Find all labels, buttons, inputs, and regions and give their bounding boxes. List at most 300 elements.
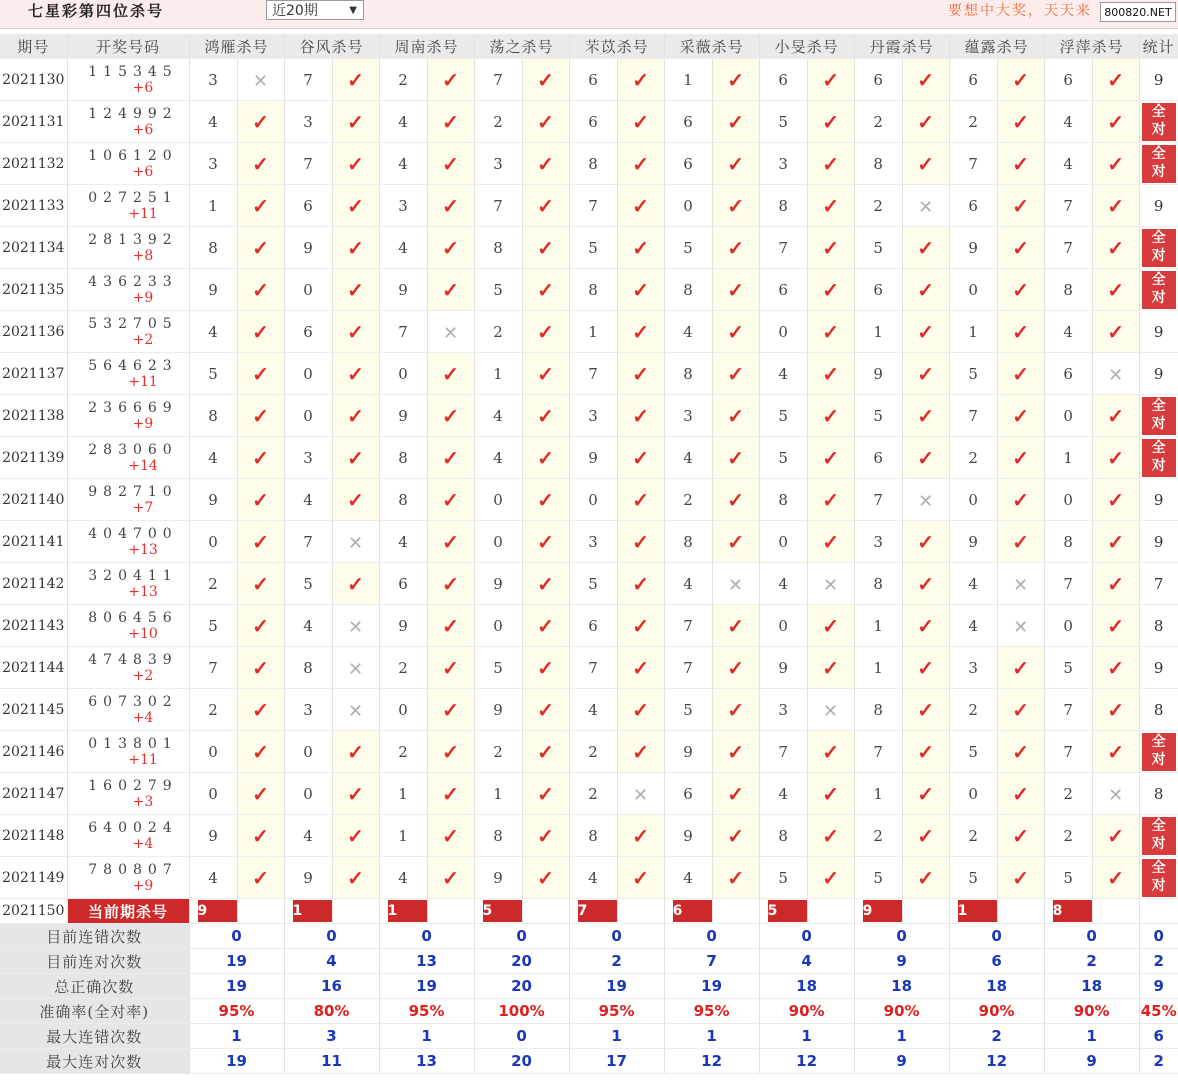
kill-number: 8 — [759, 479, 807, 521]
site-watermark: 800820.NET — [1100, 2, 1176, 22]
check-icon — [997, 311, 1044, 353]
check-mark: ✓ — [917, 529, 934, 554]
check-mark: ✓ — [1012, 109, 1030, 134]
draw-digits: 236669 — [88, 399, 178, 416]
draw-numbers — [67, 101, 189, 143]
summary-value: 0 — [474, 924, 569, 949]
kill-number: 5 — [474, 647, 522, 689]
check-icon — [902, 689, 949, 731]
kill-number: 9 — [379, 395, 427, 437]
summary-value: 16 — [284, 974, 379, 999]
cross-icon — [237, 59, 284, 101]
col-header-killer[interactable]: 浮萍杀号 — [1044, 34, 1139, 59]
kill-number: 4 — [284, 605, 332, 647]
check-icon — [522, 185, 569, 227]
check-mark: ✓ — [632, 487, 649, 512]
check-mark: ✓ — [727, 655, 744, 680]
check-mark: ✓ — [442, 277, 459, 302]
draw-digits: 806456 — [88, 609, 178, 626]
check-icon — [997, 689, 1044, 731]
kill-number: 5 — [284, 563, 332, 605]
check-icon — [712, 773, 759, 815]
current-kill-label: 当前期杀号 — [67, 899, 189, 924]
check-mark: ✓ — [632, 655, 649, 680]
check-icon — [617, 731, 664, 773]
current-pick — [569, 899, 617, 924]
summary-value: 0 — [284, 924, 379, 949]
check-icon — [332, 563, 379, 605]
summary-value: 1 — [379, 1024, 474, 1049]
check-mark: ✓ — [822, 739, 839, 764]
kill-number: 2 — [189, 689, 237, 731]
kill-number: 8 — [664, 521, 712, 563]
check-mark: ✓ — [347, 403, 364, 428]
check-icon — [902, 143, 949, 185]
check-icon — [237, 605, 284, 647]
check-icon — [807, 185, 854, 227]
check-mark: ✓ — [252, 823, 269, 848]
cross-icon — [902, 185, 949, 227]
check-icon — [332, 353, 379, 395]
kill-number: 8 — [854, 689, 902, 731]
check-icon — [1092, 311, 1139, 353]
summary-value: 9 — [854, 949, 949, 974]
check-mark: ✓ — [632, 403, 649, 428]
kill-number: 4 — [664, 857, 712, 899]
kill-number: 7 — [569, 185, 617, 227]
check-icon — [237, 269, 284, 311]
cross-mark: ✕ — [823, 700, 839, 722]
check-icon — [807, 101, 854, 143]
col-header-killer[interactable]: 采薇杀号 — [664, 34, 759, 59]
kill-number: 8 — [189, 395, 237, 437]
check-mark: ✓ — [727, 67, 744, 92]
summary-value: 19 — [189, 1049, 284, 1074]
row-stat: 9 — [1139, 479, 1178, 521]
check-mark: ✓ — [727, 739, 744, 764]
col-header-killer[interactable]: 鸿雁杀号 — [189, 34, 284, 59]
summary-value: 95% — [569, 999, 664, 1024]
check-mark: ✓ — [252, 235, 269, 260]
draw-sum: +6 — [132, 163, 154, 180]
summary-value: 95% — [189, 999, 284, 1024]
check-icon — [522, 101, 569, 143]
check-mark: ✓ — [252, 697, 269, 722]
summary-value: 1 — [759, 1024, 854, 1049]
check-mark: ✓ — [1012, 781, 1030, 806]
check-icon — [617, 227, 664, 269]
kill-number: 5 — [854, 227, 902, 269]
check-mark: ✓ — [822, 193, 839, 218]
summary-label: 总正确次数 — [0, 974, 189, 999]
check-icon — [997, 185, 1044, 227]
issue-number: 2021131 — [0, 101, 67, 143]
check-icon — [902, 815, 949, 857]
kill-number: 6 — [284, 185, 332, 227]
table-row — [0, 563, 1178, 605]
draw-digits: 982710 — [88, 483, 178, 500]
table-row — [0, 227, 1178, 269]
check-mark: ✓ — [1107, 319, 1125, 344]
summary-value: 0 — [759, 924, 854, 949]
check-mark: ✓ — [252, 655, 269, 680]
check-icon — [712, 395, 759, 437]
check-icon — [617, 479, 664, 521]
check-mark: ✓ — [822, 613, 839, 638]
draw-digits: 532705 — [88, 315, 178, 332]
check-mark: ✓ — [347, 361, 364, 386]
kill-number: 7 — [1044, 227, 1092, 269]
check-mark: ✓ — [347, 571, 364, 596]
kill-number: 9 — [569, 437, 617, 479]
check-mark: ✓ — [252, 361, 269, 386]
table-header — [0, 34, 1178, 59]
check-mark: ✓ — [632, 361, 649, 386]
check-mark: ✓ — [537, 193, 554, 218]
kill-number: 3 — [949, 647, 997, 689]
check-mark: ✓ — [537, 235, 554, 260]
kill-number: 7 — [1044, 185, 1092, 227]
check-icon — [1092, 815, 1139, 857]
issue-number: 2021148 — [0, 815, 67, 857]
check-mark: ✓ — [632, 529, 649, 554]
col-header-killer[interactable]: 芣苡杀号 — [569, 34, 664, 59]
kill-number: 8 — [379, 479, 427, 521]
kill-number: 4 — [284, 479, 332, 521]
check-mark: ✓ — [1107, 655, 1125, 680]
check-icon — [712, 857, 759, 899]
table-row — [0, 857, 1178, 899]
check-icon — [237, 395, 284, 437]
cross-mark: ✕ — [633, 784, 649, 806]
check-icon — [427, 857, 474, 899]
check-icon — [997, 59, 1044, 101]
check-icon — [522, 815, 569, 857]
kill-number: 2 — [854, 185, 902, 227]
current-pick — [854, 899, 902, 924]
check-icon — [997, 227, 1044, 269]
check-icon — [427, 773, 474, 815]
kill-number: 3 — [284, 101, 332, 143]
check-mark: ✓ — [252, 319, 269, 344]
check-icon — [427, 269, 474, 311]
col-header-issue[interactable]: 期号 — [0, 34, 67, 59]
kill-number: 2 — [474, 101, 522, 143]
draw-numbers — [67, 143, 189, 185]
current-pick — [664, 899, 712, 924]
check-mark: ✓ — [442, 361, 459, 386]
issue-number: 2021144 — [0, 647, 67, 689]
draw-numbers — [67, 815, 189, 857]
kill-number: 0 — [759, 605, 807, 647]
check-mark: ✓ — [822, 655, 839, 680]
kill-number: 0 — [189, 773, 237, 815]
check-icon — [617, 647, 664, 689]
kill-number: 4 — [474, 437, 522, 479]
check-mark: ✓ — [347, 277, 364, 302]
row-stat — [1139, 143, 1178, 185]
current-issue: 2021150 — [0, 899, 67, 924]
summary-value: 0 — [664, 924, 759, 949]
current-pick-blank — [807, 899, 854, 924]
summary-value: 0 — [189, 924, 284, 949]
draw-digits: 320411 — [88, 567, 178, 584]
cross-icon — [332, 605, 379, 647]
draw-digits: 607302 — [88, 693, 178, 710]
current-pick-blank — [997, 899, 1044, 924]
summary-value: 90% — [854, 999, 949, 1024]
table-row — [0, 59, 1178, 101]
cross-icon — [807, 689, 854, 731]
check-icon — [522, 647, 569, 689]
current-pick-value: 9 — [198, 900, 238, 922]
row-stat: 9 — [1139, 311, 1178, 353]
kill-number: 4 — [759, 563, 807, 605]
draw-numbers — [67, 731, 189, 773]
cross-mark: ✕ — [1013, 574, 1029, 596]
check-mark: ✓ — [537, 781, 554, 806]
issue-number: 2021147 — [0, 773, 67, 815]
summary-value: 2 — [1044, 949, 1139, 974]
kill-number: 0 — [284, 731, 332, 773]
kill-number: 5 — [664, 227, 712, 269]
check-icon — [522, 311, 569, 353]
col-header-killer[interactable]: 周南杀号 — [379, 34, 474, 59]
check-mark: ✓ — [822, 361, 839, 386]
check-mark: ✓ — [1107, 445, 1125, 470]
kill-number: 4 — [284, 815, 332, 857]
check-icon — [237, 227, 284, 269]
kill-number: 6 — [664, 143, 712, 185]
check-icon — [522, 563, 569, 605]
cross-icon — [427, 311, 474, 353]
check-mark: ✓ — [1107, 403, 1125, 428]
draw-numbers — [67, 605, 189, 647]
kill-number: 0 — [284, 353, 332, 395]
issue-number: 2021142 — [0, 563, 67, 605]
check-icon — [1092, 689, 1139, 731]
row-stat: 8 — [1139, 689, 1178, 731]
kill-number: 7 — [664, 605, 712, 647]
kill-number: 6 — [1044, 353, 1092, 395]
draw-sum: +8 — [132, 247, 154, 264]
col-header-killer[interactable]: 小旻杀号 — [759, 34, 854, 59]
summary-value: 3 — [284, 1024, 379, 1049]
col-header-killer[interactable]: 蕴露杀号 — [949, 34, 1044, 59]
check-mark: ✓ — [727, 403, 744, 428]
summary-value: 2 — [569, 949, 664, 974]
draw-sum: +9 — [132, 415, 154, 432]
check-mark: ✓ — [1012, 67, 1030, 92]
check-mark: ✓ — [1107, 529, 1125, 554]
cross-mark: ✕ — [918, 490, 934, 512]
check-icon — [902, 647, 949, 689]
kill-number: 6 — [949, 59, 997, 101]
check-icon — [617, 689, 664, 731]
summary-value: 1 — [569, 1024, 664, 1049]
kill-number: 9 — [949, 521, 997, 563]
draw-sum: +10 — [128, 625, 158, 642]
check-icon — [1092, 59, 1139, 101]
check-icon — [237, 815, 284, 857]
kill-number: 9 — [474, 857, 522, 899]
check-icon — [1092, 521, 1139, 563]
check-mark: ✓ — [1012, 277, 1030, 302]
check-mark: ✓ — [1107, 193, 1125, 218]
check-icon — [427, 521, 474, 563]
issue-number: 2021137 — [0, 353, 67, 395]
check-mark: ✓ — [537, 67, 554, 92]
check-mark: ✓ — [917, 697, 934, 722]
check-icon — [807, 143, 854, 185]
check-icon — [237, 101, 284, 143]
row-stat — [1139, 395, 1178, 437]
promo-text[interactable]: 要想中大奖，天天来 — [948, 3, 1092, 19]
check-icon — [237, 773, 284, 815]
kill-number: 5 — [854, 395, 902, 437]
table-row — [0, 101, 1178, 143]
draw-sum: +13 — [128, 541, 158, 558]
cross-mark: ✕ — [442, 322, 459, 344]
check-icon — [427, 59, 474, 101]
current-period-row — [0, 899, 1178, 924]
check-mark: ✓ — [822, 487, 839, 512]
check-icon — [807, 857, 854, 899]
kill-number: 4 — [949, 605, 997, 647]
table-row — [0, 395, 1178, 437]
kill-number: 3 — [189, 59, 237, 101]
row-stat: 9 — [1139, 647, 1178, 689]
draw-numbers — [67, 773, 189, 815]
check-mark: ✓ — [347, 487, 364, 512]
kill-number: 6 — [854, 437, 902, 479]
summary-value: 0 — [379, 924, 474, 949]
check-mark: ✓ — [442, 403, 459, 428]
all-correct-badge: 全 对 — [1142, 817, 1176, 855]
check-icon — [332, 815, 379, 857]
kill-number: 4 — [379, 227, 427, 269]
check-icon — [617, 269, 664, 311]
check-icon — [712, 815, 759, 857]
kill-number: 0 — [379, 353, 427, 395]
cross-icon — [902, 479, 949, 521]
current-pick-value: 1 — [958, 900, 998, 922]
col-header-stat[interactable]: 统计 — [1139, 34, 1178, 59]
check-icon — [807, 773, 854, 815]
check-mark: ✓ — [252, 277, 269, 302]
check-mark: ✓ — [537, 319, 554, 344]
summary-value: 1 — [1044, 1024, 1139, 1049]
check-mark: ✓ — [727, 319, 744, 344]
check-mark: ✓ — [442, 487, 459, 512]
check-mark: ✓ — [537, 445, 554, 470]
kill-number: 9 — [379, 605, 427, 647]
check-mark: ✓ — [727, 613, 744, 638]
check-mark: ✓ — [917, 613, 934, 638]
kill-number: 9 — [189, 815, 237, 857]
check-mark: ✓ — [917, 781, 934, 806]
check-mark: ✓ — [252, 865, 269, 890]
check-icon — [997, 437, 1044, 479]
current-pick — [474, 899, 522, 924]
summary-total: 45% — [1139, 999, 1178, 1024]
kill-number: 7 — [759, 731, 807, 773]
kill-number: 5 — [1044, 857, 1092, 899]
check-mark: ✓ — [822, 235, 839, 260]
summary-value: 0 — [854, 924, 949, 949]
col-header-killer[interactable]: 谷风杀号 — [284, 34, 379, 59]
cross-icon — [332, 521, 379, 563]
col-header-killer[interactable]: 荡之杀号 — [474, 34, 569, 59]
summary-value: 6 — [949, 949, 1044, 974]
kill-number: 8 — [664, 269, 712, 311]
kill-number: 9 — [189, 269, 237, 311]
issue-number: 2021146 — [0, 731, 67, 773]
kill-number: 6 — [569, 59, 617, 101]
table-row — [0, 185, 1178, 227]
kill-number: 8 — [474, 227, 522, 269]
check-icon — [997, 101, 1044, 143]
kill-number: 5 — [949, 353, 997, 395]
check-mark: ✓ — [347, 781, 364, 806]
check-mark: ✓ — [1012, 445, 1030, 470]
kill-number: 7 — [474, 185, 522, 227]
col-header-draw[interactable]: 开奖号码 — [67, 34, 189, 59]
table-row — [0, 143, 1178, 185]
draw-digits: 106120 — [88, 147, 178, 164]
summary-value: 95% — [664, 999, 759, 1024]
check-mark: ✓ — [822, 445, 839, 470]
draw-sum: +2 — [132, 667, 154, 684]
summary-total: 0 — [1139, 924, 1178, 949]
check-icon — [712, 59, 759, 101]
check-mark: ✓ — [442, 109, 459, 134]
check-mark: ✓ — [1107, 109, 1125, 134]
kill-number: 9 — [189, 479, 237, 521]
check-icon — [902, 395, 949, 437]
check-icon — [332, 437, 379, 479]
draw-sum: +14 — [128, 457, 158, 474]
check-icon — [712, 353, 759, 395]
kill-number: 3 — [569, 521, 617, 563]
kill-number: 4 — [379, 857, 427, 899]
kill-number: 0 — [284, 269, 332, 311]
check-mark: ✓ — [727, 193, 744, 218]
kill-number: 5 — [189, 353, 237, 395]
check-mark: ✓ — [252, 529, 269, 554]
draw-digits: 115345 — [88, 63, 178, 80]
check-icon — [522, 143, 569, 185]
check-mark: ✓ — [537, 865, 554, 890]
check-icon — [237, 689, 284, 731]
kill-number: 3 — [569, 395, 617, 437]
check-mark: ✓ — [442, 571, 459, 596]
period-select[interactable] — [266, 0, 364, 20]
period-select-value: 近20期 — [272, 3, 318, 19]
check-mark: ✓ — [442, 823, 459, 848]
check-icon — [997, 143, 1044, 185]
row-stat: 7 — [1139, 563, 1178, 605]
all-correct-badge: 全 对 — [1142, 859, 1176, 897]
col-header-killer[interactable]: 丹霞杀号 — [854, 34, 949, 59]
check-mark: ✓ — [727, 109, 744, 134]
check-icon — [332, 143, 379, 185]
check-mark: ✓ — [537, 655, 554, 680]
kill-number: 4 — [759, 773, 807, 815]
draw-digits: 027251 — [88, 189, 178, 206]
kill-number: 7 — [284, 59, 332, 101]
check-mark: ✓ — [917, 67, 934, 92]
